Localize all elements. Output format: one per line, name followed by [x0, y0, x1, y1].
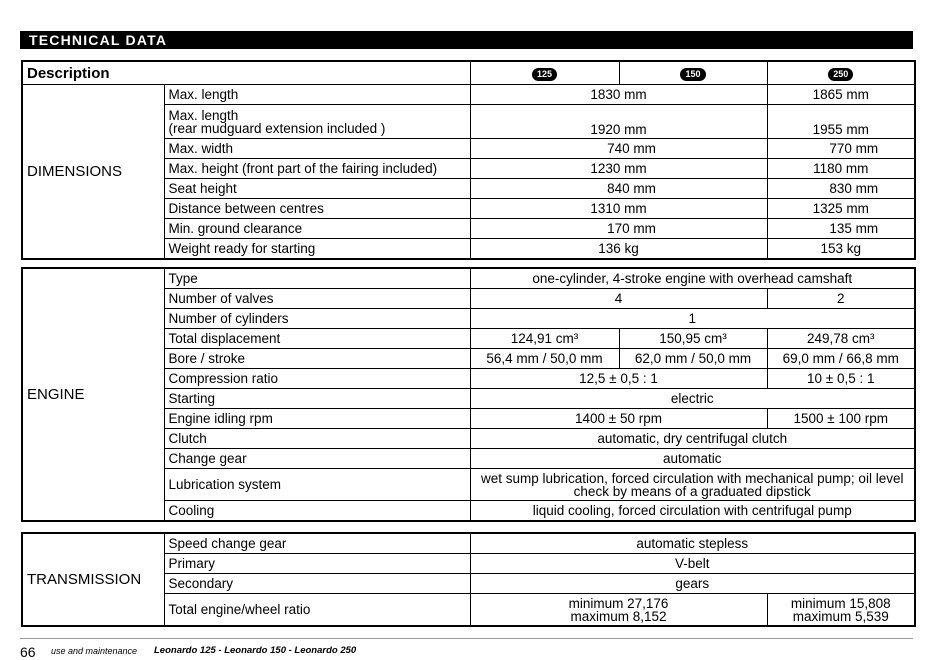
row-label: Weight ready for starting	[164, 239, 470, 260]
value-cell: 830 mm	[767, 179, 915, 199]
value-cell: 1920 mm	[470, 105, 767, 139]
value-line1: minimum 15,808	[790, 595, 891, 611]
row-label: Max. length	[164, 85, 470, 105]
row-label: Secondary	[164, 574, 470, 594]
value-cell: 1325 mm	[767, 199, 915, 219]
page-number: 66	[20, 644, 36, 660]
value-cell: 153 kg	[767, 239, 915, 260]
value-cell: 170 mm	[470, 219, 767, 239]
value-cell: 1500 ± 100 rpm	[767, 409, 915, 429]
dimensions-table	[21, 60, 916, 260]
section-dimensions: DIMENSIONS	[22, 85, 164, 260]
row-label: Compression ratio	[164, 369, 470, 389]
value-cell: gears	[470, 574, 915, 594]
page-title: TECHNICAL DATA	[29, 32, 168, 48]
value-cell: automatic, dry centrifugal clutch	[470, 429, 915, 449]
row-label: Max. height (front part of the fairing included)	[164, 159, 470, 179]
value-cell: 1830 mm	[470, 85, 767, 105]
value-line2: check by means of a graduated dipstick	[573, 483, 811, 499]
value-cell: one-cylinder, 4-stroke engine with overhead camshaft	[470, 268, 915, 289]
model-250-header	[767, 61, 915, 85]
footer-models: Leonardo 125 - Leonardo 150 - Leonardo 250	[154, 645, 357, 656]
value-cell: 4	[470, 289, 767, 309]
model-150-badge: 150	[680, 68, 705, 81]
row-label: Total engine/wheel ratio	[164, 594, 470, 627]
model-125-badge: 125	[532, 68, 557, 81]
row-label: Distance between centres	[164, 199, 470, 219]
row-label: Lubrication system	[164, 469, 470, 501]
row-label	[164, 105, 470, 139]
value-cell: 150,95 cm³	[619, 329, 767, 349]
table-row	[22, 533, 915, 554]
row-label: Total displacement	[164, 329, 470, 349]
value-cell	[470, 469, 915, 501]
engine-table	[21, 267, 916, 522]
model-150-header	[619, 61, 767, 85]
value-cell: 62,0 mm / 50,0 mm	[619, 349, 767, 369]
row-label: Max. width	[164, 139, 470, 159]
value-line2: maximum 8,152	[570, 608, 667, 624]
value-cell: V-belt	[470, 554, 915, 574]
value-cell: 135 mm	[767, 219, 915, 239]
value-cell: 1865 mm	[767, 85, 915, 105]
row-label: Min. ground clearance	[164, 219, 470, 239]
row-label: Bore / stroke	[164, 349, 470, 369]
row-label: Starting	[164, 389, 470, 409]
value-cell: 124,91 cm³	[470, 329, 619, 349]
section-banner	[20, 31, 913, 49]
section-transmission: TRANSMISSION	[22, 533, 164, 626]
value-cell: 1955 mm	[767, 105, 915, 139]
value-cell: 1310 mm	[470, 199, 767, 219]
value-cell: automatic stepless	[470, 533, 915, 554]
row-label: Primary	[164, 554, 470, 574]
value-cell: 740 mm	[470, 139, 767, 159]
value-cell	[470, 594, 767, 627]
model-125-header	[470, 61, 619, 85]
row-label: Cooling	[164, 501, 470, 522]
value-cell: 2	[767, 289, 915, 309]
footer-divider	[20, 638, 913, 639]
row-label: Change gear	[164, 449, 470, 469]
value-cell: 1	[470, 309, 915, 329]
value-cell: liquid cooling, forced circulation with centrifugal pump	[470, 501, 915, 522]
value-cell: 1180 mm	[767, 159, 915, 179]
value-cell: 840 mm	[470, 179, 767, 199]
row-label: Speed change gear	[164, 533, 470, 554]
header-row	[22, 61, 915, 85]
value-cell: 136 kg	[470, 239, 767, 260]
row-label: Number of valves	[164, 289, 470, 309]
row-label: Number of cylinders	[164, 309, 470, 329]
value-cell	[767, 594, 915, 627]
value-cell: 12,5 ± 0,5 : 1	[470, 369, 767, 389]
value-cell: 1400 ± 50 rpm	[470, 409, 767, 429]
value-cell: 770 mm	[767, 139, 915, 159]
value-cell: electric	[470, 389, 915, 409]
value-cell: 56,4 mm / 50,0 mm	[470, 349, 619, 369]
row-label-line2: (rear mudguard extension included )	[168, 120, 386, 136]
value-cell: 249,78 cm³	[767, 329, 915, 349]
table-row	[22, 85, 915, 105]
section-engine: ENGINE	[22, 268, 164, 521]
footer-label: use and maintenance	[51, 646, 138, 656]
value-line1: wet sump lubrication, forced circulation with mechanical pump; oil level	[481, 470, 904, 486]
value-line2: maximum 5,539	[792, 608, 889, 624]
value-cell: 10 ± 0,5 : 1	[767, 369, 915, 389]
row-label: Type	[164, 268, 470, 289]
row-label: Engine idling rpm	[164, 409, 470, 429]
value-cell: 1230 mm	[470, 159, 767, 179]
description-header: Description	[22, 61, 470, 85]
row-label-line1: Max. length	[168, 107, 239, 123]
row-label: Seat height	[164, 179, 470, 199]
model-250-badge: 250	[828, 68, 853, 81]
table-row	[22, 268, 915, 289]
value-line1: minimum 27,176	[568, 595, 669, 611]
value-cell: 69,0 mm / 66,8 mm	[767, 349, 915, 369]
row-label: Clutch	[164, 429, 470, 449]
transmission-table	[21, 532, 916, 627]
value-cell: automatic	[470, 449, 915, 469]
